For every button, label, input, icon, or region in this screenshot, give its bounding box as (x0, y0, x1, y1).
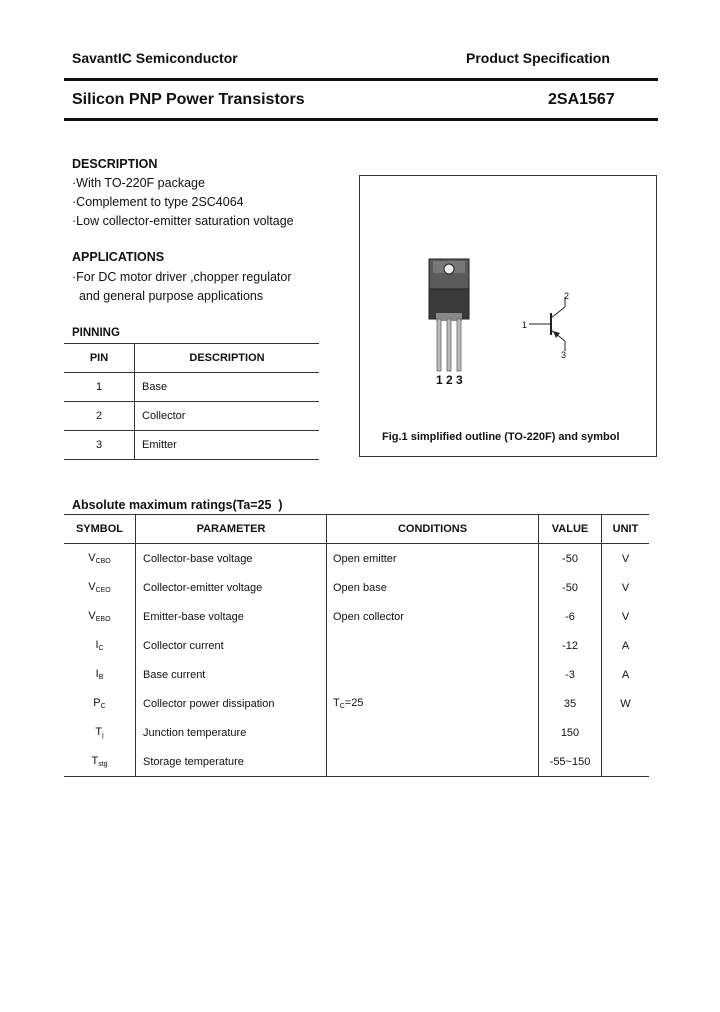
pinning-table (64, 343, 319, 460)
conditions-column-header: CONDITIONS (327, 515, 539, 544)
pinning-heading: PINNING (72, 327, 120, 339)
parameter-cell: Storage temperature (136, 747, 327, 777)
table-row (64, 718, 649, 747)
part-number: 2SA1567 (548, 91, 615, 108)
unit-cell (602, 718, 650, 747)
package-pin-numbers: 1 2 3 (436, 373, 463, 387)
applications-item: and general purpose applications (72, 289, 264, 303)
symbol-label-emitter: 3 (561, 350, 567, 360)
table-row (64, 544, 649, 574)
figure-caption: Fig.1 simplified outline (TO-220F) and symbol (382, 431, 620, 443)
ratings-header-row (64, 515, 649, 544)
parameter-cell: Emitter-base voltage (136, 602, 327, 631)
value-column-header: VALUE (539, 515, 602, 544)
conditions-cell (327, 747, 539, 777)
value-cell: 35 (539, 689, 602, 718)
conditions-cell (327, 631, 539, 660)
to220f-package-drawing (420, 255, 480, 385)
conditions-cell (327, 660, 539, 689)
value-cell: -3 (539, 660, 602, 689)
unit-cell: V (621, 581, 630, 594)
conditions-cell: Open base (327, 573, 539, 602)
parameter-cell: Junction temperature (136, 718, 327, 747)
company-name: SavantIC Semiconductor (72, 50, 238, 66)
unit-cell: V (621, 552, 630, 565)
value-cell: -50 (539, 544, 602, 574)
table-row (64, 573, 649, 602)
parameter-cell: Collector current (136, 631, 327, 660)
table-row (64, 660, 649, 689)
conditions-cell: Open collector (327, 602, 539, 631)
unit-cell: A (621, 668, 630, 681)
unit-cell: A (621, 639, 630, 652)
ratings-heading: Absolute maximum ratings(Ta=25 ) (72, 498, 283, 512)
figure-box (359, 175, 657, 457)
description-column-header: DESCRIPTION (135, 344, 320, 373)
description-item: ·Complement to type 2SC4064 (72, 195, 244, 209)
symbol-cell: $V_{EBO}$ (64, 602, 136, 631)
parameter-cell: Collector-emitter voltage (136, 573, 327, 602)
pin-description: Emitter (135, 431, 320, 460)
value-cell: 150 (539, 718, 602, 747)
document-type: Product Specification (466, 50, 610, 66)
table-row (64, 631, 649, 660)
symbol-cell: $I_C$ (64, 631, 136, 660)
ratings-table (64, 514, 649, 777)
unit-cell: W (620, 697, 631, 710)
parameter-cell: Collector-base voltage (136, 544, 327, 574)
symbol-cell: $V_{CBO}$ (64, 544, 136, 574)
description-heading: DESCRIPTION (72, 157, 158, 171)
pin-number: 2 (64, 402, 135, 431)
pin-number: 3 (64, 431, 135, 460)
applications-item: ·For DC motor driver ,chopper regulator (72, 270, 292, 284)
parameter-cell: Base current (136, 660, 327, 689)
conditions-cell (327, 718, 539, 747)
pin-description: Collector (135, 402, 320, 431)
parameter-column-header: PARAMETER (136, 515, 327, 544)
table-row (64, 747, 649, 777)
description-item: ·Low collector-emitter saturation voltage (72, 214, 294, 228)
symbol-cell: $V_{CEO}$ (64, 573, 136, 602)
symbol-label-base: 1 (522, 320, 528, 330)
symbol-column-header: SYMBOL (64, 515, 136, 544)
value-cell: -50 (539, 573, 602, 602)
header-rule-bottom (64, 118, 658, 121)
value-cell: -55~150 (539, 747, 602, 777)
table-row (64, 431, 319, 460)
symbol-cell: $T_j$ (64, 718, 136, 747)
symbol-label-collector: 2 (564, 291, 570, 301)
symbol-cell: $P_C$ (64, 689, 136, 718)
pin-number: 1 (64, 373, 135, 402)
unit-cell (602, 747, 650, 777)
pin-column-header: PIN (64, 344, 135, 373)
unit-column-header: UNIT (602, 515, 650, 544)
parameter-cell: Collector power dissipation (136, 689, 327, 718)
value-cell: -12 (539, 631, 602, 660)
header-rule-top (64, 78, 658, 81)
conditions-cell: Open emitter (327, 544, 539, 574)
pinning-header-row (64, 344, 319, 373)
conditions-cell: $T_C=25$ (327, 689, 539, 718)
description-item: ·With TO-220F package (72, 176, 205, 190)
value-cell: -6 (539, 602, 602, 631)
unit-cell: V (621, 610, 630, 623)
applications-heading: APPLICATIONS (72, 250, 165, 264)
pin-description: Base (135, 373, 320, 402)
page-title: Silicon PNP Power Transistors (72, 91, 305, 108)
table-row (64, 689, 649, 718)
table-row (64, 402, 319, 431)
table-row (64, 373, 319, 402)
table-row (64, 602, 649, 631)
symbol-cell: $I_B$ (64, 660, 136, 689)
symbol-cell: $T_{stg}$ (64, 747, 136, 777)
